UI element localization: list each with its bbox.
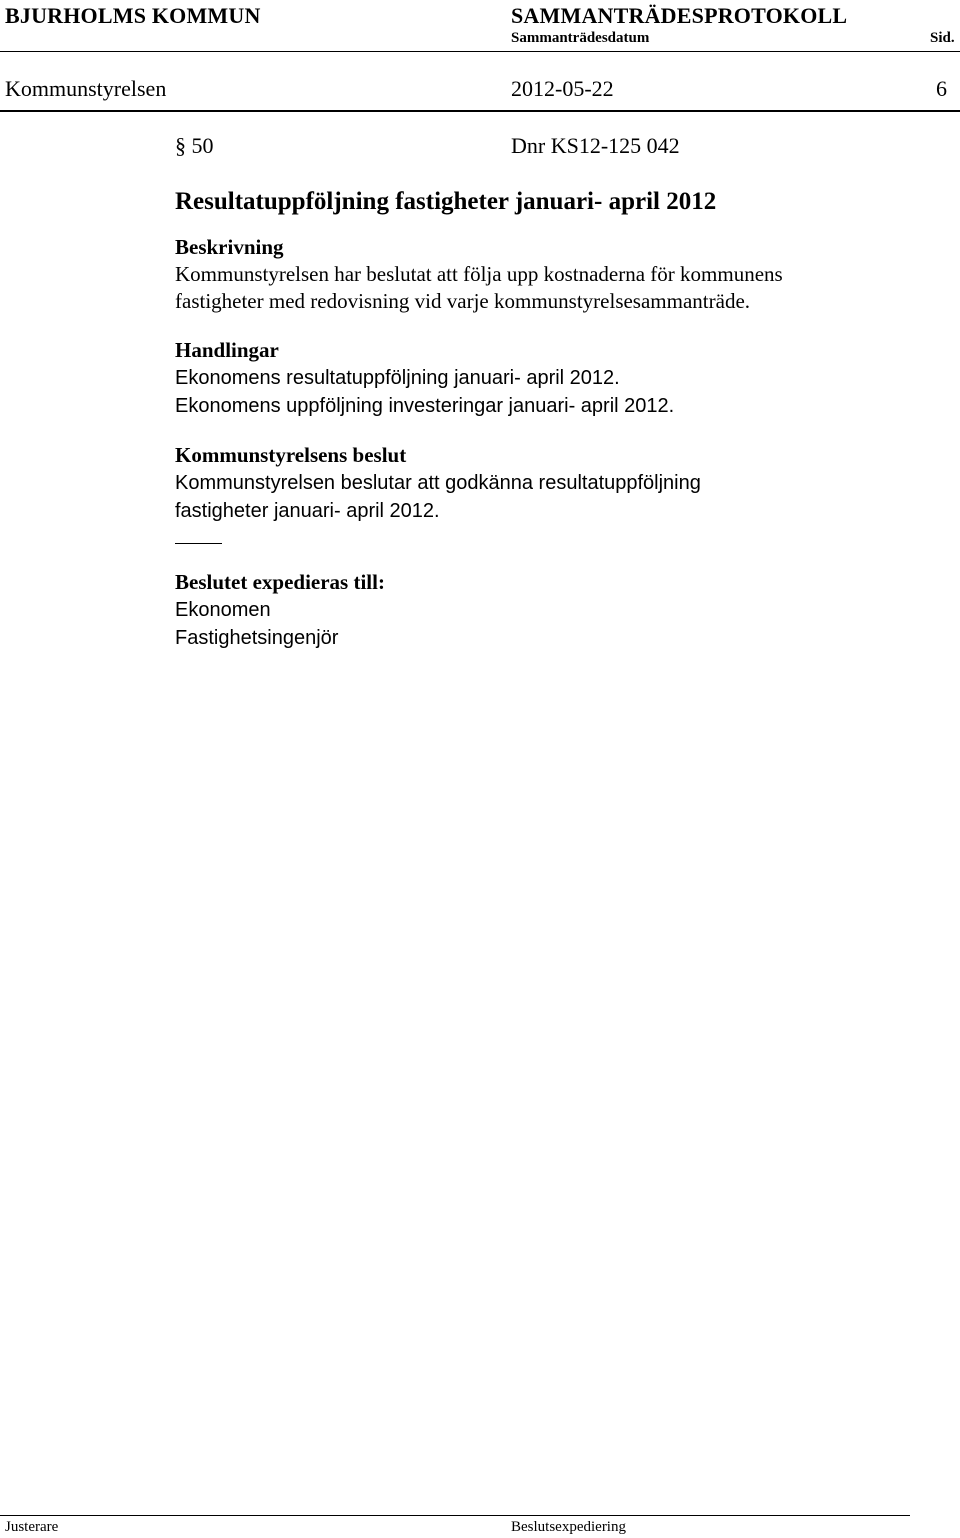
distribution-recipient: Ekonomen [175, 599, 271, 621]
decision-line: fastigheter januari- april 2012. [175, 500, 440, 522]
document-type: SAMMANTRÄDESPROTOKOLL [511, 3, 848, 28]
paragraph-sign: § [175, 133, 186, 158]
description-line: Kommunstyrelsen har beslutat att följa upp kostnaderna för kommunens [175, 262, 783, 286]
decision-end-rule [175, 543, 222, 544]
paragraph-number [175, 133, 214, 159]
header-divider-thin [0, 51, 960, 52]
page-label: Sid. [930, 30, 955, 46]
body-name: Kommunstyrelsen [5, 76, 167, 101]
documents-line: Ekonomens resultatuppföljning januari- april 2012. [175, 367, 620, 389]
distribution-heading: Beslutet expedieras till: [175, 570, 385, 594]
decision-line: Kommunstyrelsen beslutar att godkänna resultatuppföljning [175, 472, 701, 494]
header-divider-thick [0, 110, 960, 112]
decision-heading: Kommunstyrelsens beslut [175, 443, 407, 467]
page-number: 6 [936, 76, 947, 101]
description-line: fastigheter med redovisning vid varje kommunstyrelsesammanträde. [175, 289, 751, 313]
diary-number: Dnr KS12-125 042 [511, 133, 680, 158]
paragraph-row [175, 133, 935, 165]
footer-dispatch-label: Beslutsexpediering [511, 1519, 626, 1535]
meeting-date: 2012-05-22 [511, 76, 614, 101]
organization-name: BJURHOLMS KOMMUN [5, 3, 261, 28]
item-title: Resultatuppföljning fastigheter januari- april 2012 [175, 188, 717, 215]
distribution-recipient: Fastighetsingenjör [175, 627, 339, 649]
meeting-date-label: Sammanträdesdatum [511, 30, 650, 46]
footer-divider [0, 1515, 910, 1516]
description-heading: Beskrivning [175, 235, 284, 259]
paragraph-number-value: 50 [191, 133, 214, 158]
protocol-item [175, 133, 935, 652]
documents-heading: Handlingar [175, 338, 279, 362]
footer-adjuster-label: Justerare [5, 1519, 59, 1535]
documents-line: Ekonomens uppföljning investeringar januari- april 2012. [175, 395, 675, 417]
